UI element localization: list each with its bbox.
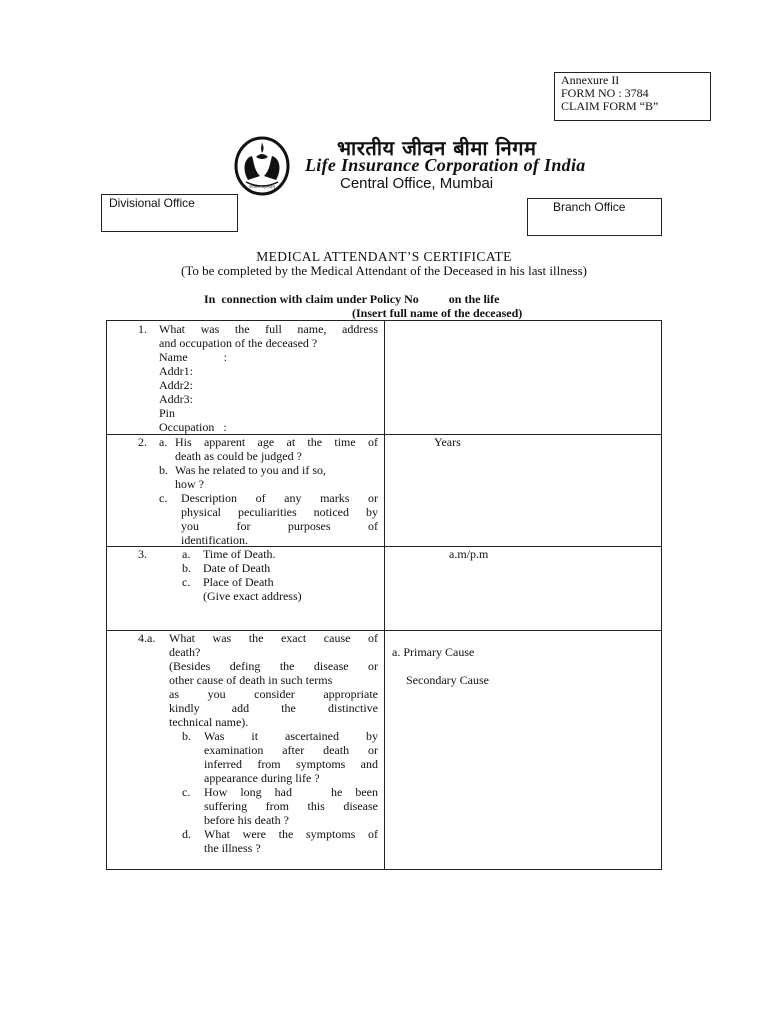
question-text: death? <box>169 645 201 659</box>
form-number: FORM NO : 3784 <box>561 86 649 100</box>
divisional-office-field[interactable] <box>101 194 238 232</box>
table-row <box>107 631 662 870</box>
address1-field-label: Addr1: <box>159 364 193 378</box>
question-text: What were the symptoms of <box>204 827 378 841</box>
certificate-title: MEDICAL ATTENDANT’S CERTIFICATE <box>256 249 512 264</box>
answer-cell[interactable] <box>385 321 662 435</box>
certificate-table <box>106 320 662 870</box>
sub-label: a. <box>159 435 168 449</box>
table-row <box>107 547 662 631</box>
question-text: other cause of death in such terms <box>169 673 333 687</box>
branch-office-field[interactable] <box>527 198 662 236</box>
answer-cell[interactable] <box>385 547 662 631</box>
question-cell <box>107 631 385 870</box>
policy-connection-line: In connection with claim under Policy No on the life <box>204 292 500 306</box>
certificate-subtitle: (To be completed by the Medical Attendant of the Deceased in his last illness) <box>181 263 587 278</box>
occupation-field-label: Occupation : <box>159 420 227 434</box>
claim-form-label: CLAIM FORM “B” <box>561 99 659 113</box>
sub-label: c. <box>159 491 168 505</box>
table-row <box>107 321 662 435</box>
sub-label: b. <box>182 561 191 575</box>
question-text: Place of Death <box>203 575 274 589</box>
name-field-label: Name : <box>159 350 227 364</box>
address2-field-label: Addr2: <box>159 378 193 392</box>
insert-name-note: (Insert full name of the deceased) <box>352 306 523 320</box>
sub-label: d. <box>182 827 191 841</box>
answer-cell[interactable] <box>385 435 662 547</box>
question-text: Was it ascertained by <box>204 729 378 743</box>
pin-field-label: Pin <box>159 406 176 420</box>
question-text: Was he related to you and if so, <box>175 463 326 477</box>
annexure-box <box>554 72 711 121</box>
question-text: His apparent age at the time of <box>175 435 378 449</box>
central-office-label: Central Office, Mumbai <box>340 175 494 192</box>
branch-office-label: Branch Office <box>553 200 626 214</box>
question-text: you for purposes of <box>181 519 378 533</box>
annexure-label: Annexure II <box>561 73 620 87</box>
row-number: 4.a. <box>138 631 156 645</box>
question-text: Description of any marks or <box>181 491 378 505</box>
divisional-office-label: Divisional Office <box>109 196 195 210</box>
question-text: death as could be judged ? <box>175 449 302 463</box>
question-cell <box>107 435 385 547</box>
question-note: (Give exact address) <box>203 589 302 603</box>
question-text: What was the exact cause of <box>169 631 378 645</box>
question-text: kindly add the distinctive <box>169 701 378 715</box>
row-number: 2. <box>138 435 147 449</box>
question-text: (Besides defing the disease or <box>169 659 378 673</box>
question-text: Date of Death <box>203 561 271 575</box>
question-text: how ? <box>175 477 204 491</box>
question-cell <box>107 547 385 631</box>
question-text: examination after death or <box>204 743 378 757</box>
question-text: as you consider appropriate <box>169 687 378 701</box>
secondary-cause-label: Secondary Cause <box>406 673 489 687</box>
hindi-corporation-name: भारतीय जीवन बीमा निगम <box>337 136 537 160</box>
question-text: Time of Death. <box>203 547 276 561</box>
question-text: and occupation of the deceased ? <box>159 336 318 350</box>
question-text: suffering from this disease <box>204 799 378 813</box>
row-number: 3. <box>138 547 147 561</box>
sub-label: c. <box>182 575 191 589</box>
years-label: Years <box>434 435 461 449</box>
question-text: How long had he been <box>204 785 378 799</box>
question-text: the illness ? <box>204 841 261 855</box>
emblem-caption: योगक्षेमं वहाम्यहम् <box>249 184 275 189</box>
table-row <box>107 435 662 547</box>
question-text: appearance during life ? <box>204 771 320 785</box>
sub-label: b. <box>182 729 191 743</box>
sub-label: a. <box>182 547 191 561</box>
question-text: What was the full name, address <box>159 322 378 336</box>
am-pm-label: a.m/p.m <box>449 547 489 561</box>
question-text: before his death ? <box>204 813 289 827</box>
address3-field-label: Addr3: <box>159 392 193 406</box>
answer-cell[interactable] <box>385 631 662 870</box>
question-cell <box>107 321 385 435</box>
question-text: identification. <box>181 533 248 547</box>
corporation-name: Life Insurance Corporation of India <box>305 155 586 175</box>
primary-cause-label: a. Primary Cause <box>392 645 475 659</box>
sub-label: b. <box>159 463 168 477</box>
question-text: technical name). <box>169 715 249 729</box>
sub-label: c. <box>182 785 191 799</box>
row-number: 1. <box>138 322 147 336</box>
lic-emblem-icon <box>234 136 290 196</box>
question-text: inferred from symptoms and <box>204 757 378 771</box>
question-text: physical peculiarities noticed by <box>181 505 378 519</box>
